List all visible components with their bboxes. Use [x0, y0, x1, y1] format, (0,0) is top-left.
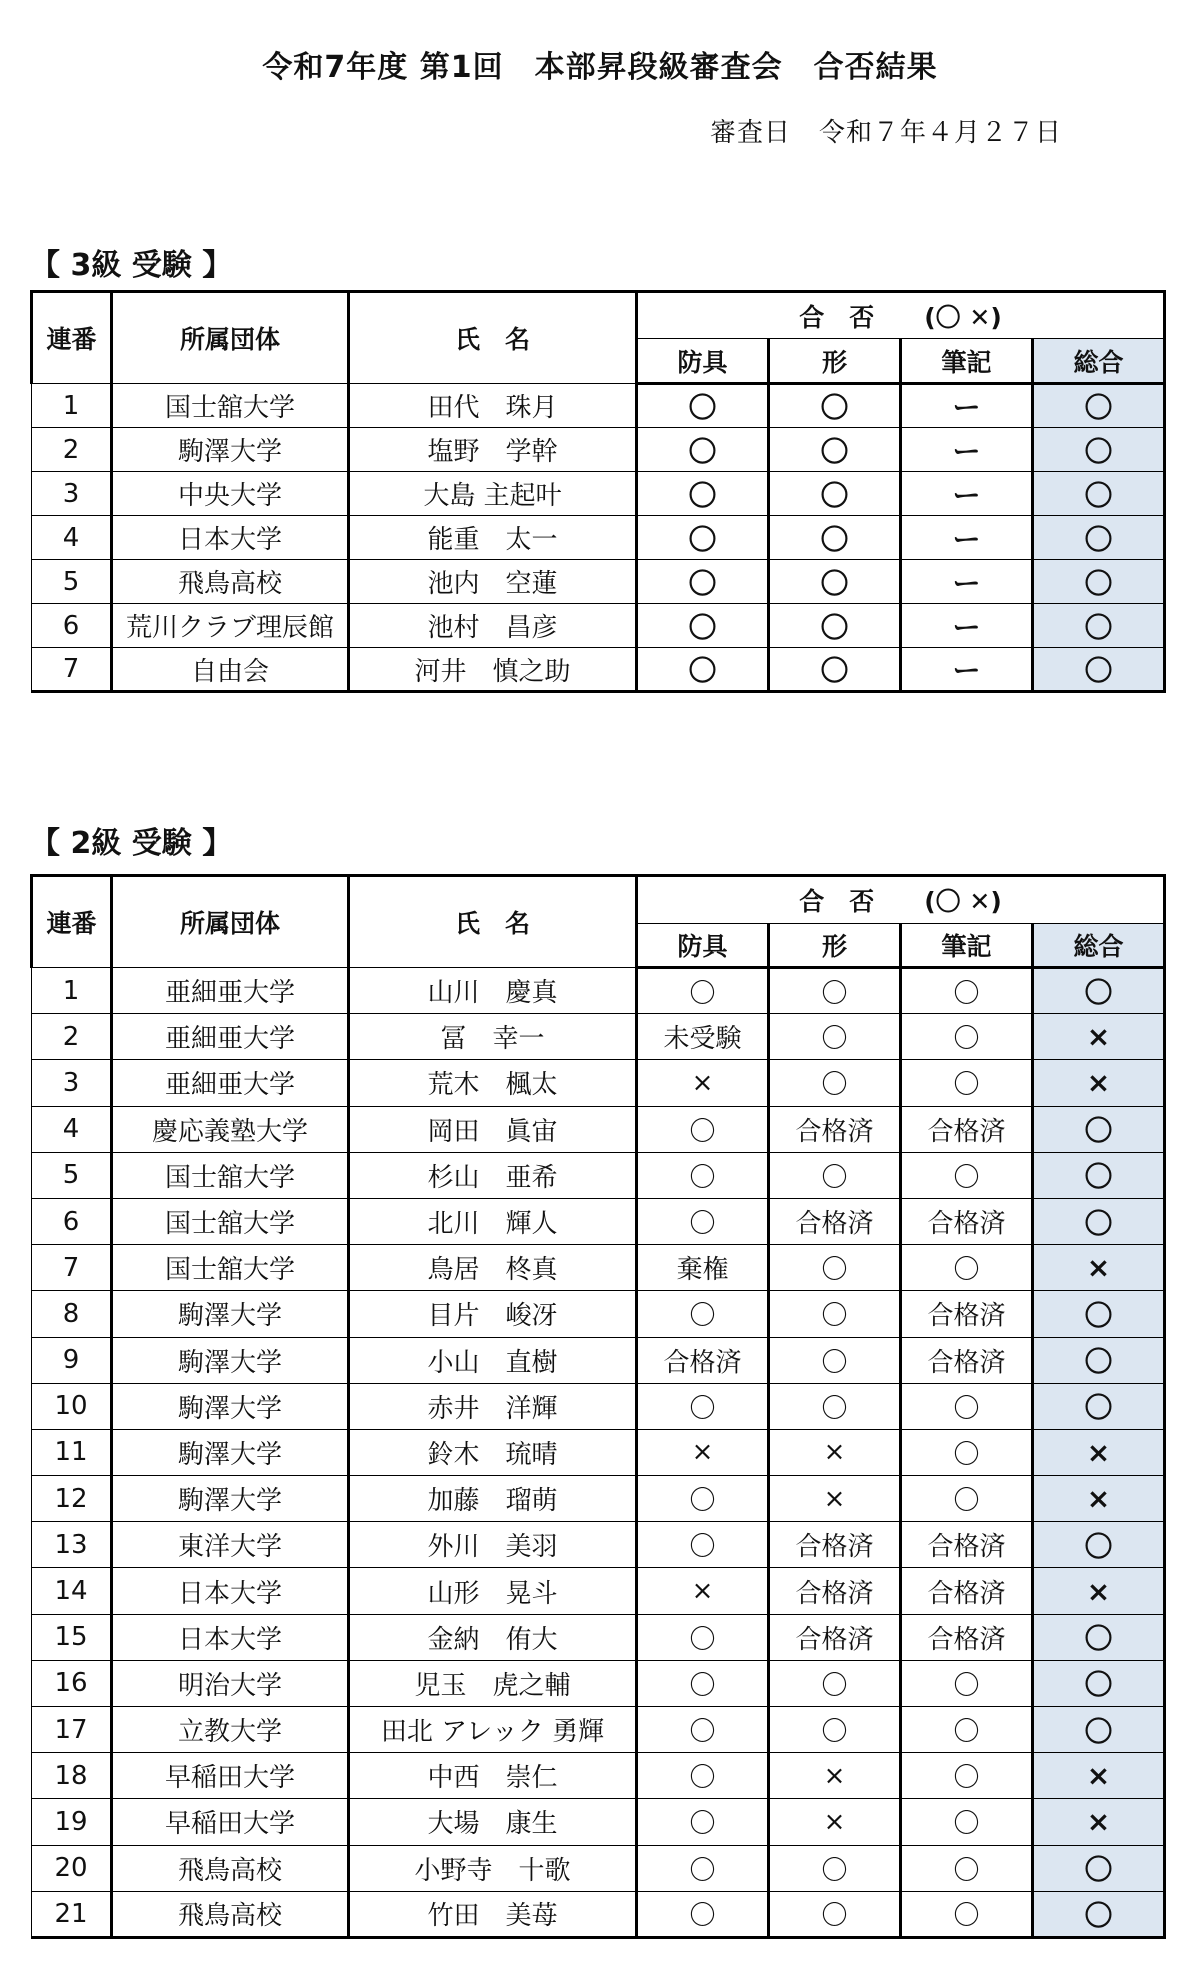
- row-org: 日本大学: [112, 516, 349, 560]
- row-written: 〇: [901, 1891, 1033, 1937]
- row-org: 駒澤大学: [112, 428, 349, 472]
- row-total: 〇: [1033, 560, 1165, 604]
- row-total: 〇: [1033, 1337, 1165, 1383]
- row-armor: 〇: [637, 1799, 769, 1845]
- row-kata: ×: [769, 1476, 901, 1522]
- row-name: 岡田 眞宙: [349, 1106, 637, 1152]
- row-armor: 〇: [637, 472, 769, 516]
- header-result: 合 否 (〇 ✕): [637, 876, 1165, 924]
- row-total: ×: [1033, 1568, 1165, 1614]
- row-total: ×: [1033, 1245, 1165, 1291]
- row-no: 7: [32, 1245, 112, 1291]
- row-org: 中央大学: [112, 472, 349, 516]
- header-armor: 防具: [637, 924, 769, 968]
- row-no: 2: [32, 1014, 112, 1060]
- row-total: 〇: [1033, 1845, 1165, 1891]
- table-row: [32, 1198, 1165, 1244]
- row-kata: 合格済: [769, 1198, 901, 1244]
- row-kata: 合格済: [769, 1614, 901, 1660]
- row-no: 11: [32, 1429, 112, 1475]
- row-armor: 未受験: [637, 1014, 769, 1060]
- row-armor: 〇: [637, 1753, 769, 1799]
- row-kata: 〇: [769, 1337, 901, 1383]
- row-no: 2: [32, 428, 112, 472]
- row-no: 3: [32, 1060, 112, 1106]
- row-no: 13: [32, 1522, 112, 1568]
- table-row: [32, 1291, 1165, 1337]
- row-written: ー: [901, 428, 1033, 472]
- table-row: [32, 1476, 1165, 1522]
- row-kata: 〇: [769, 472, 901, 516]
- row-kata: 〇: [769, 1891, 901, 1937]
- row-written: 〇: [901, 1429, 1033, 1475]
- row-name: 池村 昌彦: [349, 604, 637, 648]
- row-no: 9: [32, 1337, 112, 1383]
- header-total: 総合: [1033, 924, 1165, 968]
- section-title-3kyu: 【 3級 受験 】: [30, 248, 233, 283]
- row-written: 〇: [901, 1707, 1033, 1753]
- row-armor: 〇: [637, 428, 769, 472]
- row-org: 飛鳥高校: [112, 1891, 349, 1937]
- row-name: 田代 珠月: [349, 384, 637, 428]
- header-org: 所属団体: [112, 876, 349, 968]
- row-written: 〇: [901, 1383, 1033, 1429]
- table-row: [32, 1106, 1165, 1152]
- table-row: [32, 1522, 1165, 1568]
- row-name: 大場 康生: [349, 1799, 637, 1845]
- row-armor: 〇: [637, 1707, 769, 1753]
- row-total: 〇: [1033, 1106, 1165, 1152]
- row-org: 駒澤大学: [112, 1291, 349, 1337]
- row-name: 田北 アレック 勇輝: [349, 1707, 637, 1753]
- row-org: 東洋大学: [112, 1522, 349, 1568]
- row-org: 国士舘大学: [112, 1198, 349, 1244]
- row-no: 16: [32, 1660, 112, 1706]
- row-kata: 〇: [769, 1845, 901, 1891]
- row-written: 〇: [901, 1152, 1033, 1198]
- row-armor: 〇: [637, 1845, 769, 1891]
- row-no: 7: [32, 648, 112, 692]
- header-written: 筆記: [901, 924, 1033, 968]
- row-name: 冨 幸一: [349, 1014, 637, 1060]
- row-no: 14: [32, 1568, 112, 1614]
- row-name: 能重 太一: [349, 516, 637, 560]
- row-total: ×: [1033, 1429, 1165, 1475]
- row-total: 〇: [1033, 1522, 1165, 1568]
- row-name: 北川 輝人: [349, 1198, 637, 1244]
- exam-date-label: 審査日: [710, 118, 792, 148]
- section-title-2kyu: 【 2級 受験 】: [30, 826, 233, 861]
- row-written: 〇: [901, 1799, 1033, 1845]
- row-org: 亜細亜大学: [112, 1014, 349, 1060]
- table-row: [32, 1891, 1165, 1937]
- header-result: 合 否 (〇 ✕): [637, 292, 1165, 339]
- table-row: [32, 428, 1165, 472]
- row-total: 〇: [1033, 1707, 1165, 1753]
- row-kata: 〇: [769, 384, 901, 428]
- row-org: 自由会: [112, 648, 349, 692]
- row-org: 飛鳥高校: [112, 560, 349, 604]
- row-name: 大島 主起叶: [349, 472, 637, 516]
- table-row: [32, 1707, 1165, 1753]
- row-no: 5: [32, 1152, 112, 1198]
- row-written: ー: [901, 516, 1033, 560]
- table-row: [32, 1753, 1165, 1799]
- results-table-2kyu: [30, 874, 1166, 1939]
- row-written: ー: [901, 384, 1033, 428]
- row-no: 6: [32, 604, 112, 648]
- row-total: ×: [1033, 1060, 1165, 1106]
- row-written: 合格済: [901, 1568, 1033, 1614]
- row-kata: ×: [769, 1799, 901, 1845]
- row-no: 4: [32, 1106, 112, 1152]
- row-armor: 〇: [637, 604, 769, 648]
- row-no: 17: [32, 1707, 112, 1753]
- row-org: 明治大学: [112, 1660, 349, 1706]
- row-armor: 〇: [637, 1891, 769, 1937]
- table-row: [32, 1660, 1165, 1706]
- row-total: ×: [1033, 1014, 1165, 1060]
- table-row: [32, 1614, 1165, 1660]
- row-org: 立教大学: [112, 1707, 349, 1753]
- row-armor: 〇: [637, 1383, 769, 1429]
- row-org: 亜細亜大学: [112, 1060, 349, 1106]
- row-written: 合格済: [901, 1337, 1033, 1383]
- row-kata: 〇: [769, 516, 901, 560]
- table-row: [32, 604, 1165, 648]
- header-org: 所属団体: [112, 292, 349, 384]
- row-name: 池内 空蓮: [349, 560, 637, 604]
- row-no: 15: [32, 1614, 112, 1660]
- row-armor: 〇: [637, 1660, 769, 1706]
- row-total: 〇: [1033, 1660, 1165, 1706]
- row-kata: 〇: [769, 604, 901, 648]
- row-armor: ×: [637, 1060, 769, 1106]
- header-written: 筆記: [901, 339, 1033, 384]
- row-kata: ×: [769, 1753, 901, 1799]
- row-name: 加藤 瑠萌: [349, 1476, 637, 1522]
- row-org: 駒澤大学: [112, 1476, 349, 1522]
- table-row: [32, 1799, 1165, 1845]
- row-written: 〇: [901, 1014, 1033, 1060]
- header-name: 氏 名: [349, 876, 637, 968]
- row-total: 〇: [1033, 604, 1165, 648]
- row-name: 外川 美羽: [349, 1522, 637, 1568]
- row-written: ー: [901, 648, 1033, 692]
- table-row: [32, 648, 1165, 692]
- row-org: 駒澤大学: [112, 1337, 349, 1383]
- table-row: [32, 384, 1165, 428]
- row-kata: 〇: [769, 428, 901, 472]
- row-total: 〇: [1033, 472, 1165, 516]
- row-name: 金納 侑大: [349, 1614, 637, 1660]
- row-no: 1: [32, 384, 112, 428]
- row-name: 鈴木 琉晴: [349, 1429, 637, 1475]
- table-row: [32, 472, 1165, 516]
- row-no: 5: [32, 560, 112, 604]
- row-kata: 合格済: [769, 1568, 901, 1614]
- row-written: 〇: [901, 1476, 1033, 1522]
- row-total: 〇: [1033, 648, 1165, 692]
- header-kata: 形: [769, 339, 901, 384]
- row-no: 21: [32, 1891, 112, 1937]
- row-kata: 〇: [769, 1060, 901, 1106]
- row-kata: 〇: [769, 968, 901, 1014]
- row-name: 小山 直樹: [349, 1337, 637, 1383]
- row-kata: 〇: [769, 648, 901, 692]
- header-no: 連番: [32, 876, 112, 968]
- row-written: 〇: [901, 968, 1033, 1014]
- row-org: 早稲田大学: [112, 1799, 349, 1845]
- row-name: 赤井 洋輝: [349, 1383, 637, 1429]
- row-org: 国士舘大学: [112, 1152, 349, 1198]
- header-name: 氏 名: [349, 292, 637, 384]
- table-row: [32, 1060, 1165, 1106]
- row-org: 早稲田大学: [112, 1753, 349, 1799]
- row-no: 10: [32, 1383, 112, 1429]
- row-total: 〇: [1033, 1152, 1165, 1198]
- row-armor: 〇: [637, 1522, 769, 1568]
- page-title: 令和7年度 第1回 本部昇段級審査会 合否結果: [262, 50, 938, 85]
- row-no: 12: [32, 1476, 112, 1522]
- row-name: 小野寺 十歌: [349, 1845, 637, 1891]
- row-kata: 〇: [769, 1660, 901, 1706]
- row-name: 鳥居 柊真: [349, 1245, 637, 1291]
- row-name: 目片 峻冴: [349, 1291, 637, 1337]
- row-name: 竹田 美苺: [349, 1891, 637, 1937]
- row-written: 〇: [901, 1753, 1033, 1799]
- row-no: 1: [32, 968, 112, 1014]
- row-no: 3: [32, 472, 112, 516]
- row-org: 荒川クラブ理辰館: [112, 604, 349, 648]
- row-org: 飛鳥高校: [112, 1845, 349, 1891]
- row-kata: 〇: [769, 1707, 901, 1753]
- row-armor: 〇: [637, 968, 769, 1014]
- row-written: ー: [901, 560, 1033, 604]
- row-name: 山形 晃斗: [349, 1568, 637, 1614]
- row-name: 中西 崇仁: [349, 1753, 637, 1799]
- row-kata: ×: [769, 1429, 901, 1475]
- table-row: [32, 1014, 1165, 1060]
- row-kata: 〇: [769, 1383, 901, 1429]
- row-kata: 合格済: [769, 1106, 901, 1152]
- row-armor: 〇: [637, 1476, 769, 1522]
- row-written: 合格済: [901, 1522, 1033, 1568]
- table-row: [32, 516, 1165, 560]
- table-row: [32, 1245, 1165, 1291]
- table-row: [32, 560, 1165, 604]
- table-row: [32, 1152, 1165, 1198]
- row-armor: ×: [637, 1568, 769, 1614]
- header-kata: 形: [769, 924, 901, 968]
- row-name: 杉山 亜希: [349, 1152, 637, 1198]
- row-name: 塩野 学幹: [349, 428, 637, 472]
- header-no: 連番: [32, 292, 112, 384]
- table-row: [32, 1429, 1165, 1475]
- row-no: 8: [32, 1291, 112, 1337]
- table-row: [32, 1337, 1165, 1383]
- row-written: 〇: [901, 1660, 1033, 1706]
- row-org: 慶応義塾大学: [112, 1106, 349, 1152]
- row-written: 〇: [901, 1845, 1033, 1891]
- row-org: 駒澤大学: [112, 1429, 349, 1475]
- header-total: 総合: [1033, 339, 1165, 384]
- table-row: [32, 1845, 1165, 1891]
- row-written: ー: [901, 604, 1033, 648]
- row-total: 〇: [1033, 516, 1165, 560]
- row-armor: 〇: [637, 1198, 769, 1244]
- row-org: 国士舘大学: [112, 1245, 349, 1291]
- row-kata: 合格済: [769, 1522, 901, 1568]
- row-org: 国士舘大学: [112, 384, 349, 428]
- row-total: 〇: [1033, 428, 1165, 472]
- row-armor: 〇: [637, 384, 769, 428]
- row-total: 〇: [1033, 1291, 1165, 1337]
- row-armor: 〇: [637, 1291, 769, 1337]
- row-no: 4: [32, 516, 112, 560]
- table-row: [32, 1383, 1165, 1429]
- exam-date: [710, 112, 1062, 149]
- row-no: 18: [32, 1753, 112, 1799]
- row-no: 19: [32, 1799, 112, 1845]
- row-written: 〇: [901, 1245, 1033, 1291]
- row-kata: 〇: [769, 1014, 901, 1060]
- row-total: 〇: [1033, 1614, 1165, 1660]
- exam-date-value: 令和７年４月２７日: [819, 118, 1063, 148]
- row-name: 荒木 楓太: [349, 1060, 637, 1106]
- row-armor: 〇: [637, 516, 769, 560]
- row-total: 〇: [1033, 1198, 1165, 1244]
- row-armor: ×: [637, 1429, 769, 1475]
- row-written: 〇: [901, 1060, 1033, 1106]
- header-armor: 防具: [637, 339, 769, 384]
- row-armor: 〇: [637, 560, 769, 604]
- row-armor: 〇: [637, 1614, 769, 1660]
- row-org: 日本大学: [112, 1568, 349, 1614]
- row-written: 合格済: [901, 1198, 1033, 1244]
- row-total: 〇: [1033, 1891, 1165, 1937]
- row-name: 山川 慶真: [349, 968, 637, 1014]
- row-written: 合格済: [901, 1614, 1033, 1660]
- results-table-3kyu: [30, 290, 1166, 693]
- row-total: ×: [1033, 1799, 1165, 1845]
- row-armor: 〇: [637, 1106, 769, 1152]
- row-no: 20: [32, 1845, 112, 1891]
- row-org: 駒澤大学: [112, 1383, 349, 1429]
- row-no: 6: [32, 1198, 112, 1244]
- table-row: [32, 968, 1165, 1014]
- row-kata: 〇: [769, 1245, 901, 1291]
- table-row: [32, 1568, 1165, 1614]
- row-total: 〇: [1033, 1383, 1165, 1429]
- row-armor: 〇: [637, 648, 769, 692]
- row-written: 合格済: [901, 1291, 1033, 1337]
- row-total: ×: [1033, 1753, 1165, 1799]
- row-total: ×: [1033, 1476, 1165, 1522]
- row-armor: 棄権: [637, 1245, 769, 1291]
- row-written: 合格済: [901, 1106, 1033, 1152]
- row-total: 〇: [1033, 968, 1165, 1014]
- row-kata: 〇: [769, 1152, 901, 1198]
- row-kata: 〇: [769, 1291, 901, 1337]
- row-org: 亜細亜大学: [112, 968, 349, 1014]
- row-written: ー: [901, 472, 1033, 516]
- row-kata: 〇: [769, 560, 901, 604]
- row-armor: 〇: [637, 1152, 769, 1198]
- row-name: 児玉 虎之輔: [349, 1660, 637, 1706]
- row-armor: 合格済: [637, 1337, 769, 1383]
- row-total: 〇: [1033, 384, 1165, 428]
- row-org: 日本大学: [112, 1614, 349, 1660]
- row-name: 河井 慎之助: [349, 648, 637, 692]
